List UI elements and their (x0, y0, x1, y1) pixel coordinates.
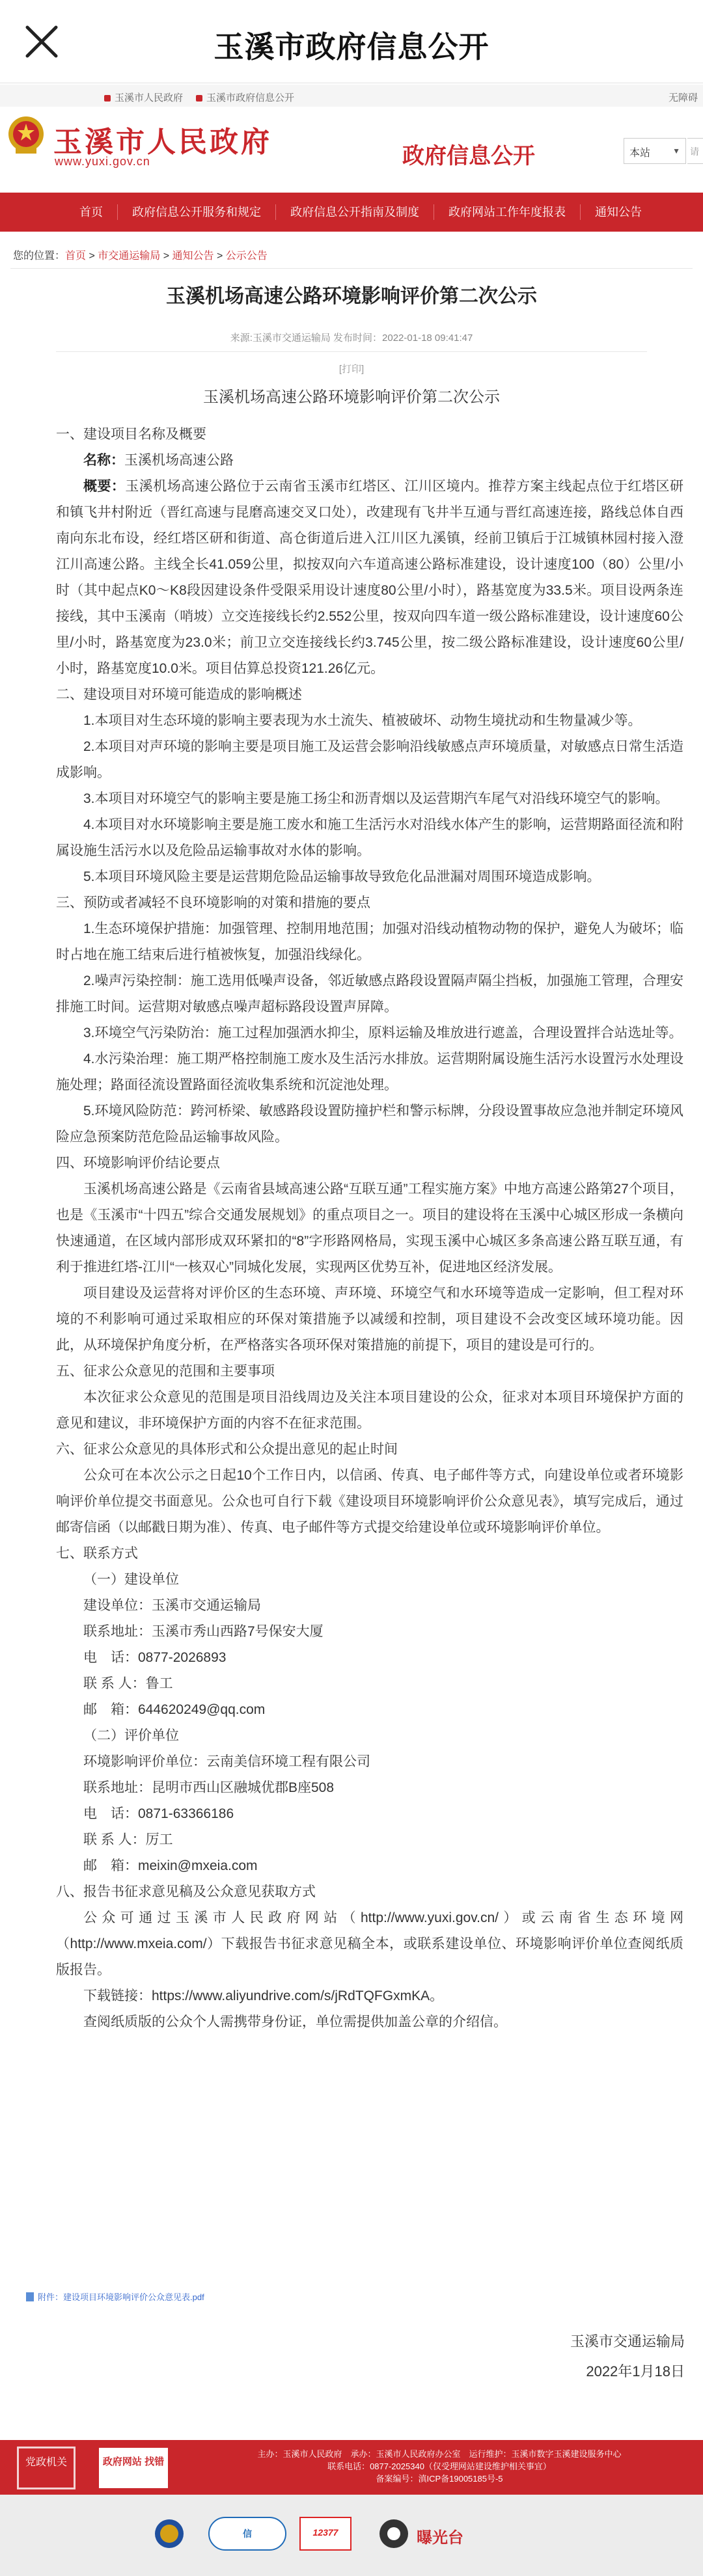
utility-link-info[interactable] (196, 90, 294, 104)
divider (10, 268, 693, 269)
nav-item-home[interactable]: 首页 (79, 206, 103, 219)
section-heading: 二、建设项目对环境可能造成的影响概述 (56, 687, 302, 702)
nav-item-service-rules[interactable]: 政府信息公开服务和规定 (132, 206, 261, 219)
footer-line: 联系电话：0877-2025340（仅受理网站建设维护相关事宜） (327, 2461, 551, 2471)
app-bar (0, 0, 703, 83)
breadcrumb-notices[interactable]: 通知公告 (172, 251, 214, 262)
body-paragraph: 5.环境风险防范：跨河桥梁、敏感路段设置防撞护栏和警示标牌，分段设置事故应急池并制定环境风险应急预案防范危险品运输事故风险。 (56, 1104, 683, 1145)
national-emblem-icon (7, 115, 46, 156)
breadcrumb-announcements[interactable]: 公示公告 (225, 251, 268, 262)
credit-logo[interactable]: 信 (208, 2517, 286, 2551)
body-paragraph: （一）建设单位 (83, 1572, 179, 1587)
attachment-label: 附件：建设项目环境影响评价公众意见表.pdf (38, 2292, 204, 2302)
app-bar-title: 玉溪市政府信息公开 (214, 30, 489, 64)
breadcrumb (13, 247, 268, 262)
body-paragraph: 环境影响评价单位：云南美信环境工程有限公司 (83, 1754, 370, 1769)
body-paragraph: 邮 箱：meixin@mxeia.com (83, 1858, 258, 1873)
chevron-down-icon: ▼ (672, 146, 680, 156)
exposure-platform-label[interactable]: 曝光台 (417, 2529, 463, 2547)
nav-item-notices[interactable]: 通知公告 (595, 206, 642, 219)
breadcrumb-separator: > (214, 251, 226, 262)
print-link[interactable]: [打印] (338, 364, 365, 375)
divider (56, 351, 647, 352)
section-heading: 七、联系方式 (56, 1546, 138, 1561)
signature-date: 2022年1月18日 (586, 2363, 685, 2379)
body-paragraph: 3.环境空气污染防治：施工过程加强洒水抑尘，原料运输及堆放进行遮盖，合理设置拌合站选址等。 (83, 1025, 683, 1040)
section-heading: 六、征求公众意见的具体形式和公众提出意见的起止时间 (56, 1442, 398, 1457)
body-paragraph: 查阅纸质版的公众个人需携带身份证，单位需提供加盖公章的介绍信。 (83, 2014, 507, 2029)
body-paragraph: 电 话：0877-2026893 (83, 1650, 227, 1665)
footer-info (189, 2448, 690, 2485)
body-paragraph: 4.本项目对水环境影响主要是施工废水和施工生活污水对沿线水体产生的影响，运营期路面径流和附属设施生活污水以及危险品运输事故对水体的影响。 (56, 817, 683, 858)
body-paragraph: 3.本项目对环境空气的影响主要是施工扬尘和沥青烟以及运营期汽车尾气对沿线环境空气的影响。 (83, 791, 669, 806)
utility-link-label: 玉溪市人民政府 (115, 92, 184, 103)
field-value: 玉溪机场高速公路位于云南省玉溪市红塔区、江川区境内。推荐方案主线起点位于红塔区研和镇飞井村附近（晋红高速与昆磨高速交叉口处），改建现有飞井半互通与晋红高速连接，路线总体自西南向东北布设，经红塔区研和街道、高仓街道后进入江川区九溪镇，经前卫镇后于江城镇林园村接入澄江川高速公路。主线全长41.059公里，拟按双向六车道高速公路标准建设，设计速度100（80）公里/小时（其中起点K0～K8段因建设条件受限采用设计速度80公里/小时），路基宽度为33.5米。项目设两条连接线，其中玉溪南（哨坡）立交连接线长约2.552公里，按双向四车道一级公路标准建设，设计速度60公里/小时，路基宽度为23.0米；前卫立交连接线长约3.745公里，按二级公路标准建设，设计速度60公里/小时，路基宽度10.0米。项目估算总投资121.26亿元。 (56, 479, 683, 676)
main-nav (0, 193, 703, 232)
body-paragraph: 建设单位：玉溪市交通运输局 (83, 1598, 261, 1613)
body-paragraph: 邮 箱：644620249@qq.com (83, 1702, 266, 1717)
search-scope-select[interactable] (624, 138, 686, 164)
link-icon (196, 95, 202, 102)
body-paragraph: 玉溪机场高速公路是《云南省县域高速公路“互联互通”工程实施方案》中地方高速公路第27个项目，也是《玉溪市“十四五”综合交通发展规划》的重点项目之一。项目的建设将在玉溪中心城区形成一条横向快速通道，在区域内部形成双环紧扣的“8”字形路网格局，实现玉溪中心城区多条高速公路互联互通，有利于推进红塔-江川“一核双心”同城化发展，实现两区优势互补，促进地区经济发展。 (56, 1182, 683, 1275)
body-paragraph: 1.生态环境保护措施：加强管理、控制用地范围；加强对沿线动植物动物的保护，避免人为破坏；临时占地在施工结束后进行植被恢复，加强沿线绿化。 (56, 921, 683, 962)
body-paragraph: 联系地址：昆明市西山区融城优郡B座508 (83, 1780, 335, 1795)
footer-line: 主办：玉溪市人民政府 承办：玉溪市人民政府办公室 运行维护：玉溪市数字玉溪建设服务中心 (257, 2449, 622, 2459)
body-paragraph: 联系地址：玉溪市秀山西路7号保安大厦 (83, 1624, 324, 1639)
site-name[interactable]: 玉溪市人民政府 (53, 126, 272, 158)
section-heading: 五、征求公众意见的范围和主要事项 (56, 1364, 275, 1379)
body-paragraph: 4.水污染治理：施工期严格控制施工废水及生活污水排放。运营期附属设施生活污水设置污水处理设施处理；路面径流设置路面径流收集系统和沉淀池处理。 (56, 1051, 683, 1092)
body-paragraph: 公众可在本次公示之日起10个工作日内，以信函、传真、电子邮件等方式，向建设单位或者环境影响评价单位提交书面意见。公众也可自行下载《建设项目环境影响评价公众意见表》，填写完成后，通过邮寄信函（以邮戳日期为准）、传真、电子邮件等方式提交给建设单位或环境影响评价单位。 (56, 1468, 683, 1535)
key-value-paragraph (56, 448, 683, 474)
utility-link-label: 玉溪市政府信息公开 (206, 92, 295, 103)
article-body (56, 422, 683, 2035)
field-label: 名称： (83, 453, 124, 468)
nav-item-guide[interactable]: 政府信息公开指南及制度 (290, 206, 419, 219)
utility-link-gov[interactable] (104, 90, 183, 104)
article-title: 玉溪机场高速公路环境影响评价第二次公示 (166, 286, 537, 307)
body-paragraph: 2.噪声污染控制：施工选用低噪声设备，邻近敏感点路段设置隔声隔尘挡板，加强施工管理，合理安排施工时间。运营期对敏感点噪声超标路段设置声屏障。 (56, 973, 683, 1014)
breadcrumb-bureau[interactable]: 市交通运输局 (98, 251, 161, 262)
breadcrumb-separator: > (160, 251, 172, 262)
body-paragraph: 5.本项目环境风险主要是运营期危险品运输事故导致危化品泄漏对周围环境造成影响。 (83, 869, 601, 884)
pdf-file-icon (26, 2292, 34, 2301)
site-footer (0, 2440, 703, 2576)
attachment-link[interactable] (26, 2290, 204, 2303)
key-value-paragraph (56, 474, 683, 682)
accessibility-link[interactable]: 无障碍 (668, 92, 698, 103)
section-heading: 一、建设项目名称及概要 (56, 427, 206, 442)
exposure-platform-icon[interactable] (371, 2517, 417, 2551)
site-header (0, 107, 703, 191)
signature-org: 玉溪市交通运输局 (570, 2333, 685, 2350)
footer-icp[interactable]: 备案编号：滇ICP备19005185号-5 (376, 2474, 503, 2484)
article-subtitle: 玉溪机场高速公路环境影响评价第二次公示 (203, 388, 500, 406)
party-gov-badge[interactable]: 党政机关 (17, 2447, 76, 2489)
body-paragraph: 联 系 人：厉工 (83, 1832, 173, 1847)
police-badge-icon[interactable] (150, 2517, 189, 2551)
footer-band (0, 2440, 703, 2495)
breadcrumb-prefix: 您的位置： (13, 251, 66, 262)
footer-logos (0, 2502, 703, 2574)
section-heading: 四、环境影响评价结论要点 (56, 1156, 220, 1171)
breadcrumb-home[interactable]: 首页 (65, 251, 87, 262)
body-paragraph: 2.本项目对声环境的影响主要是项目施工及运营会影响沿线敏感点声环境质量，对敏感点日常生活造成影响。 (56, 739, 683, 780)
body-paragraph: 联 系 人：鲁工 (83, 1676, 173, 1691)
report-error-badge[interactable]: 政府网站 找错 (98, 2447, 169, 2489)
body-paragraph: 1.本项目对生态环境的影响主要表现为水土流失、植被破坏、动物生境扰动和生物量减少等。 (83, 713, 642, 728)
section-heading: 三、预防或者减轻不良环境影响的对策和措施的要点 (56, 895, 370, 910)
body-paragraph: 本次征求公众意见的范围是项目沿线周边及关注本项目建设的公众，征求对本项目环境保护方面的意见和建议，非环境保护方面的内容不在征求范围。 (56, 1390, 683, 1431)
search-scope-value: 本站 (629, 148, 651, 159)
utility-strip (0, 85, 703, 107)
field-value: 玉溪机场高速公路 (124, 453, 234, 468)
field-label: 概要： (83, 479, 126, 494)
article-meta: 来源:玉溪市交通运输局 发布时间：2022-01-18 09:41:47 (230, 332, 473, 344)
link-icon (104, 95, 111, 102)
section-heading: 八、报告书征求意见稿及公众意见获取方式 (56, 1884, 316, 1899)
report-12377-logo[interactable]: 12377 (299, 2517, 352, 2551)
body-paragraph: （二）评价单位 (83, 1728, 179, 1743)
section-title: 政府信息公开 (402, 144, 535, 169)
body-paragraph: 项目建设及运营将对评价区的生态环境、声环境、环境空气和水环境等造成一定影响，但工程对环境的不利影响可通过采取相应的环保对策措施予以减缓和控制，项目建设不会改变区域环境功能。因此，从环境保护角度分析，在严格落实各项环保对策措施的前提下，项目的建设是可行的。 (56, 1286, 683, 1353)
body-paragraph: 下载链接：https://www.aliyundrive.com/s/jRdTQFGxmKA。 (83, 1988, 444, 2003)
body-paragraph: 公众可通过玉溪市人民政府网站（http://www.yuxi.gov.cn/）或云南省生态环境网（http://www.mxeia.com/）下载报告书征求意见稿全本，或联系建设单位、环境影响评价单位查阅纸质版报告。 (56, 1910, 683, 1977)
site-url: www.yuxi.gov.cn (55, 155, 150, 168)
body-paragraph: 电 话：0871-63366186 (83, 1806, 234, 1821)
nav-item-annual-report[interactable]: 政府网站工作年度报表 (448, 206, 566, 219)
breadcrumb-separator: > (86, 251, 98, 262)
search-input[interactable]: 请 (687, 138, 703, 164)
